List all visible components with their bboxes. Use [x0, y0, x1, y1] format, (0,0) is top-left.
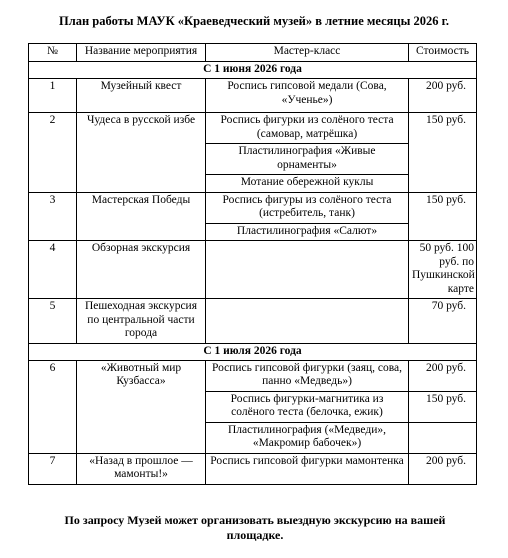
price-cell: 150 руб.	[409, 391, 477, 422]
table-row	[29, 241, 477, 299]
header-workshop: Мастер-класс	[206, 44, 409, 62]
plan-table	[28, 43, 477, 485]
workshop-cell: Роспись фигурки-магнитика из солёного теста (белочка, ежик)	[206, 391, 409, 422]
section-row-july	[29, 343, 477, 360]
workshop-cell	[206, 241, 409, 299]
price-cell: 70 руб.	[409, 299, 477, 344]
row-number: 5	[29, 299, 77, 344]
event-name: Мастерская Победы	[77, 192, 206, 241]
row-number: 4	[29, 241, 77, 299]
price-cell	[409, 422, 477, 453]
workshop-cell: Мотание обережной куклы	[206, 175, 409, 193]
event-name: Музейный квест	[77, 79, 206, 113]
workshop-cell: Пластилинография («Медведи», «Макромир бабочек»)	[206, 422, 409, 453]
header-event: Название мероприятия	[77, 44, 206, 62]
table-row	[29, 192, 477, 223]
workshop-cell: Пластилинография «Живые орнаменты»	[206, 144, 409, 175]
workshop-cell: Пластилинография «Салют»	[206, 223, 409, 241]
row-number: 2	[29, 113, 77, 193]
workshop-cell: Роспись гипсовой фигурки (заяц, сова, панно «Медведь»)	[206, 360, 409, 391]
workshop-cell: Роспись фигурки из солёного теста (самовар, матрёшка)	[206, 113, 409, 144]
workshop-cell: Роспись гипсовой фигурки мамонтенка	[206, 453, 409, 484]
table-row	[29, 299, 477, 344]
row-number: 7	[29, 453, 77, 484]
header-num: №	[29, 44, 77, 62]
footer-note: По запросу Музей может организовать выездную экскурсию на вашей площадке.	[64, 513, 446, 542]
event-name: Чудеса в русской избе	[77, 113, 206, 193]
table-header-row	[29, 44, 477, 62]
header-price: Стоимость	[409, 44, 477, 62]
price-cell: 150 руб.	[409, 192, 477, 241]
table-row	[29, 360, 477, 391]
event-name: «Назад в прошлое — мамонты!»	[77, 453, 206, 484]
workshop-cell	[206, 299, 409, 344]
price-cell: 200 руб.	[409, 79, 477, 113]
table-row	[29, 453, 477, 484]
row-number: 3	[29, 192, 77, 241]
table-row	[29, 113, 477, 144]
table-row	[29, 79, 477, 113]
event-name: Обзорная экскурсия	[77, 241, 206, 299]
section-heading-june: С 1 июня 2026 года	[29, 62, 477, 79]
section-heading-july: С 1 июля 2026 года	[29, 343, 477, 360]
price-cell: 200 руб.	[409, 360, 477, 391]
price-cell: 150 руб.	[409, 113, 477, 193]
workshop-cell: Роспись гипсовой медали (Сова, «Ученье»)	[206, 79, 409, 113]
row-number: 1	[29, 79, 77, 113]
row-number: 6	[29, 360, 77, 453]
workshop-cell: Роспись фигуры из солёного теста (истребитель, танк)	[206, 192, 409, 223]
document-title: План работы МАУК «Краеведческий музей» в летние месяцы 2026 г.	[58, 14, 450, 28]
event-name: Пешеходная экскурсия по центральной части города	[77, 299, 206, 344]
event-name: «Животный мир Кузбасса»	[77, 360, 206, 453]
price-cell: 200 руб.	[409, 453, 477, 484]
section-row-june	[29, 62, 477, 79]
price-cell: 50 руб. 100 руб. по Пушкинской карте	[409, 241, 477, 299]
